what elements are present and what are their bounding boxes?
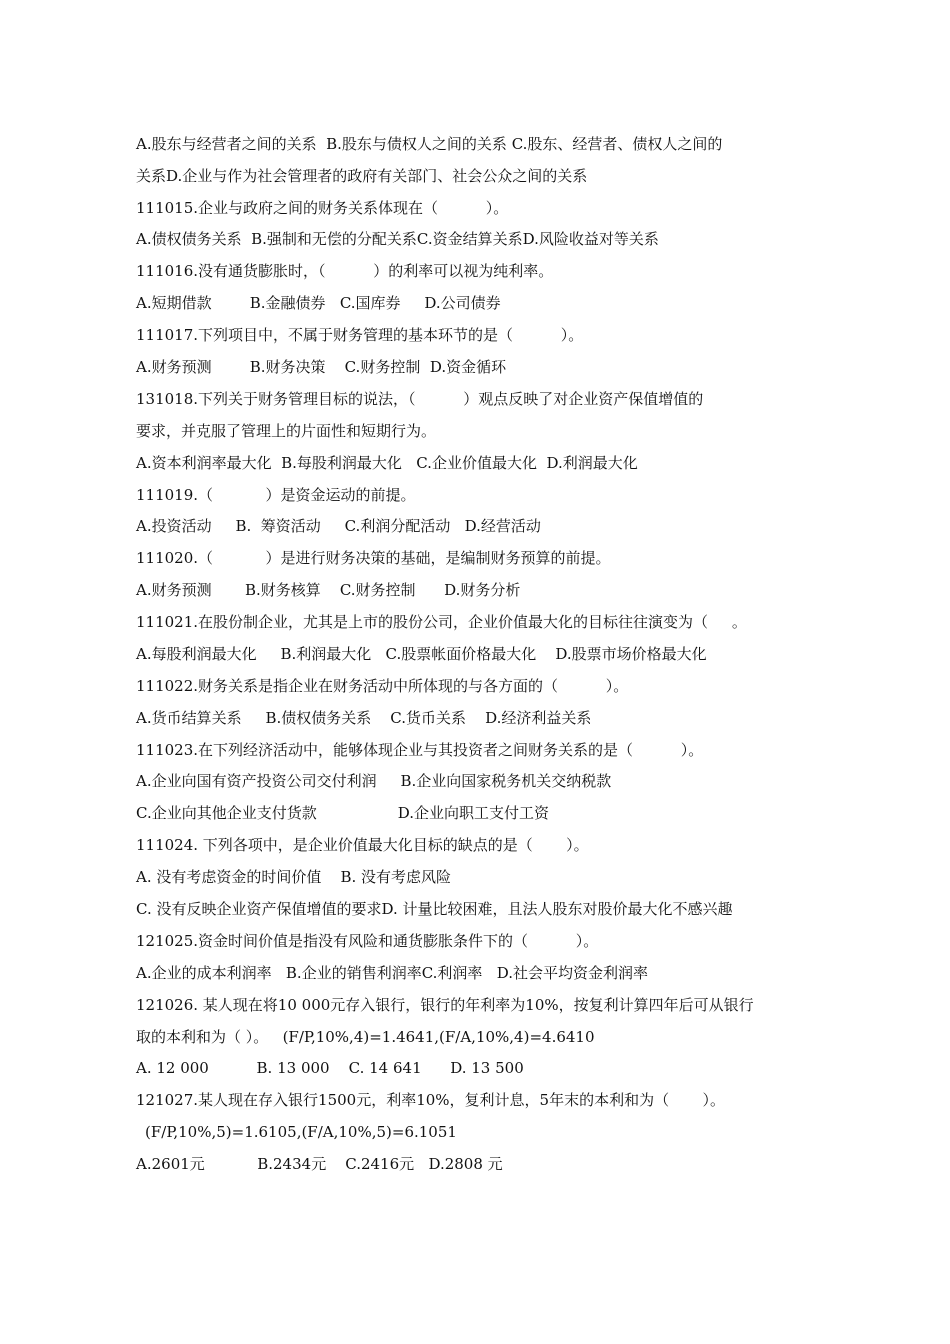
question-111020: 111020.（ ）是进行财务决策的基础，是编制财务预算的前提。 bbox=[136, 549, 611, 567]
question-121025: 121025.资金时间价值是指没有风险和通货膨胀条件下的（ ）。 bbox=[136, 932, 599, 950]
question-111016: 111016.没有通货膨胀时，（ ）的利率可以视为纯利率。 bbox=[136, 262, 554, 280]
question-111017: 111017.下列项目中，不属于财务管理的基本环节的是（ ）。 bbox=[136, 326, 584, 344]
question-111019: 111019.（ ）是资金运动的前提。 bbox=[136, 486, 416, 504]
text-line: A.股东与经营者之间的关系 B.股东与债权人之间的关系 C.股东、经营者、债权人之间的 bbox=[136, 135, 723, 153]
answer-options: A.投资活动 B. 筹资活动 C.利润分配活动 D.经营活动 bbox=[136, 517, 541, 535]
answer-options: A.财务预测 B.财务核算 C.财务控制 D.财务分析 bbox=[136, 581, 521, 599]
answer-options: A. 没有考虑资金的时间价值 B. 没有考虑风险 bbox=[136, 868, 452, 886]
question-111023: 111023.在下列经济活动中，能够体现企业与其投资者之间财务关系的是（ ）。 bbox=[136, 741, 704, 759]
question-111024: 111024. 下列各项中，是企业价值最大化目标的缺点的是（ ）。 bbox=[136, 836, 589, 854]
question-131018: 131018.下列关于财务管理目标的说法，（ ）观点反映了对企业资产保值增值的 bbox=[136, 390, 704, 408]
question-111021: 111021.在股份制企业，尤其是上市的股份公司，企业价值最大化的目标往往演变为（ 。 bbox=[136, 613, 747, 631]
answer-options: C. 没有反映企业资产保值增值的要求D. 计量比较困难，且法人股东对股价最大化不感兴趣 bbox=[136, 900, 733, 918]
answer-options: A.企业向国有资产投资公司交付利润 B.企业向国家税务机关交纳税款 bbox=[136, 772, 612, 790]
question-121027: 121027.某人现在存入银行1500元，利率10%，复利计息，5年末的本利和为（ ）。 bbox=[136, 1091, 725, 1109]
answer-options: A.2601元 B.2434元 C.2416元 D.2808 元 bbox=[136, 1155, 503, 1173]
answer-options: A.每股利润最大化 B.利润最大化 C.股票帐面价格最大化 D.股票市场价格最大化 bbox=[136, 645, 707, 663]
text-line: 关系D.企业与作为社会管理者的政府有关部门、社会公众之间的关系 bbox=[136, 167, 588, 185]
question-111015: 111015.企业与政府之间的财务关系体现在（ ）。 bbox=[136, 199, 509, 217]
question-121026: 121026. 某人现在将10 000元存入银行，银行的年利率为10%，按复利计算四年后可从银行 bbox=[136, 996, 754, 1014]
answer-options: A.短期借款 B.金融债券 C.国库券 D.公司债券 bbox=[136, 294, 501, 312]
answer-options: A.资本利润率最大化 B.每股利润最大化 C.企业价值最大化 D.利润最大化 bbox=[136, 454, 638, 472]
answer-options: C.企业向其他企业支付货款 D.企业向职工支付工资 bbox=[136, 804, 550, 822]
answer-options: A.企业的成本利润率 B.企业的销售利润率C.利润率 D.社会平均资金利润率 bbox=[136, 964, 648, 982]
text-line: 取的本利和为（ ）。 (F/P,10%,4)=1.4641,(F/A,10%,4)=4.6410 bbox=[136, 1028, 595, 1046]
formula-line: (F/P,10%,5)=1.6105,(F/A,10%,5)=6.1051 bbox=[145, 1123, 457, 1141]
answer-options: A.货币结算关系 B.债权债务关系 C.货币关系 D.经济利益关系 bbox=[136, 709, 592, 727]
answer-options: A.债权债务关系 B.强制和无偿的分配关系C.资金结算关系D.风险收益对等关系 bbox=[136, 230, 659, 248]
question-111022: 111022.财务关系是指企业在财务活动中所体现的与各方面的（ ）。 bbox=[136, 677, 629, 695]
text-line: 要求，并克服了管理上的片面性和短期行为。 bbox=[136, 422, 437, 440]
answer-options: A.财务预测 B.财务决策 C.财务控制 D.资金循环 bbox=[136, 358, 507, 376]
answer-options: A. 12 000 B. 13 000 C. 14 641 D. 13 500 bbox=[136, 1059, 524, 1077]
